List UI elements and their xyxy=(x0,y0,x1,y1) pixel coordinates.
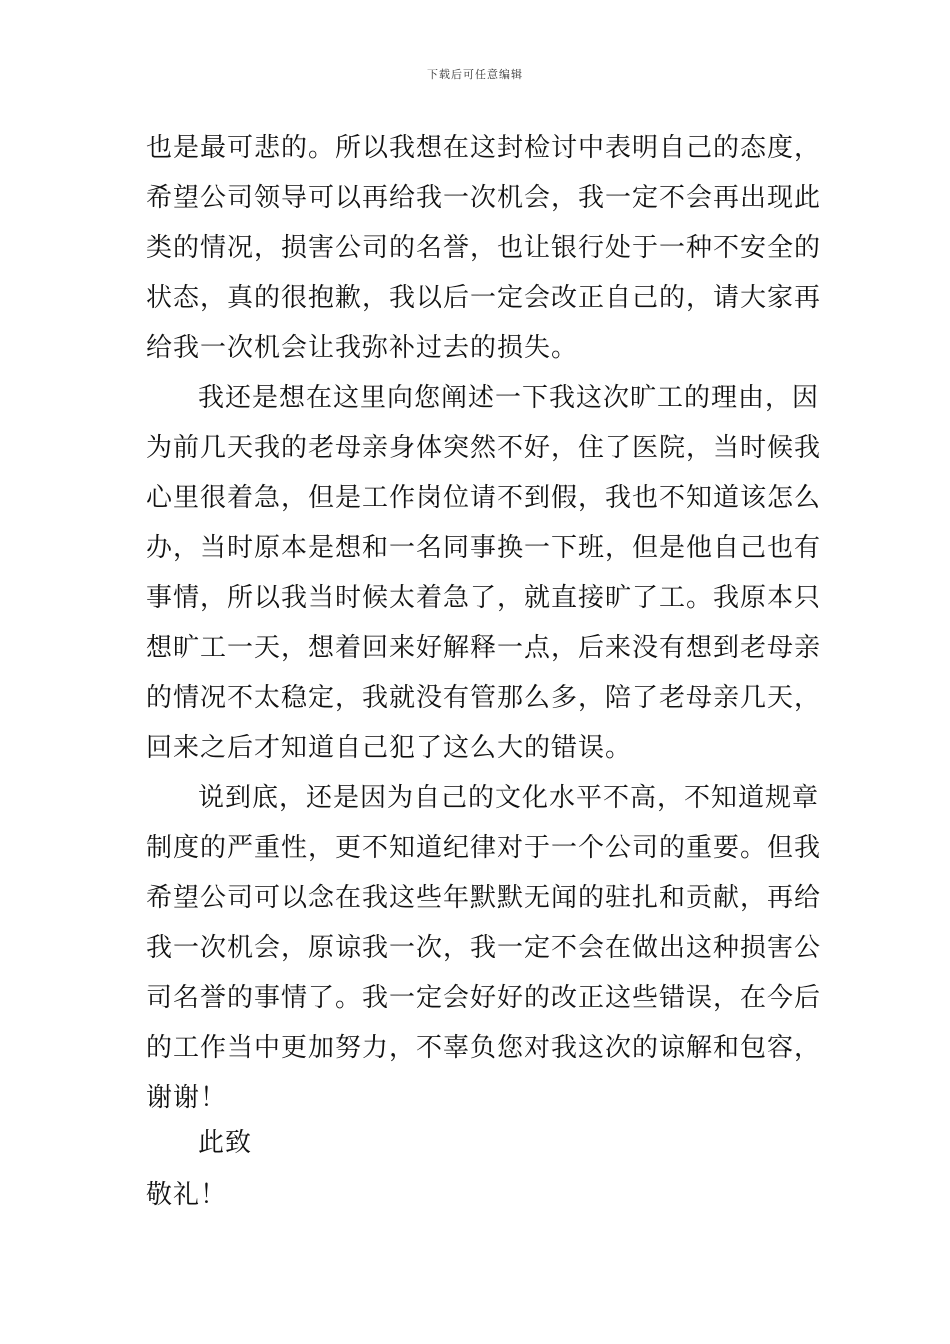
text-line: 我一次机会，原谅我一次，我一定不会在做出这种损害公 xyxy=(146,933,822,963)
text-line: 心里很着急，但是工作岗位请不到假，我也不知道该怎么 xyxy=(146,483,822,513)
paragraph-first-line: 说到底，还是因为自己的文化水平不高，不知道规章 xyxy=(198,783,820,813)
text-line: 也是最可悲的。所以我想在这封检讨中表明自己的态度， xyxy=(146,133,822,163)
text-line: 司名誉的事情了。我一定会好好的改正这些错误，在今后 xyxy=(146,983,822,1013)
closing-salutation: 此致 xyxy=(198,1128,253,1158)
text-line: 的情况不太稳定，我就没有管那么多，陪了老母亲几天， xyxy=(146,683,822,713)
text-line: 回来之后才知道自己犯了这么大的错误。 xyxy=(146,733,633,763)
text-line: 希望公司可以念在我这些年默默无闻的驻扎和贡献，再给 xyxy=(146,883,822,913)
text-line: 为前几天我的老母亲身体突然不好，住了医院，当时候我 xyxy=(146,433,822,463)
text-line: 类的情况，损害公司的名誉，也让银行处于一种不安全的 xyxy=(146,233,822,263)
text-line: 状态，真的很抱歉，我以后一定会改正自己的，请大家再 xyxy=(146,283,822,313)
text-line: 给我一次机会让我弥补过去的损失。 xyxy=(146,333,579,363)
header-note: 下载后可任意编辑 xyxy=(427,68,523,81)
text-line: 希望公司领导可以再给我一次机会，我一定不会再出现此 xyxy=(146,183,822,213)
text-line: 想旷工一天，想着回来好解释一点，后来没有想到老母亲 xyxy=(146,633,822,663)
closing-regards: 敬礼！ xyxy=(146,1180,228,1210)
text-line: 制度的严重性，更不知道纪律对于一个公司的重要。但我 xyxy=(146,833,822,863)
paragraph-first-line: 我还是想在这里向您阐述一下我这次旷工的理由，因 xyxy=(198,383,820,413)
text-line: 办，当时原本是想和一名同事换一下班，但是他自己也有 xyxy=(146,533,822,563)
text-line: 的工作当中更加努力，不辜负您对我这次的谅解和包容， xyxy=(146,1033,822,1063)
text-line: 谢谢！ xyxy=(146,1083,228,1113)
text-line: 事情，所以我当时候太着急了，就直接旷了工。我原本只 xyxy=(146,583,822,613)
